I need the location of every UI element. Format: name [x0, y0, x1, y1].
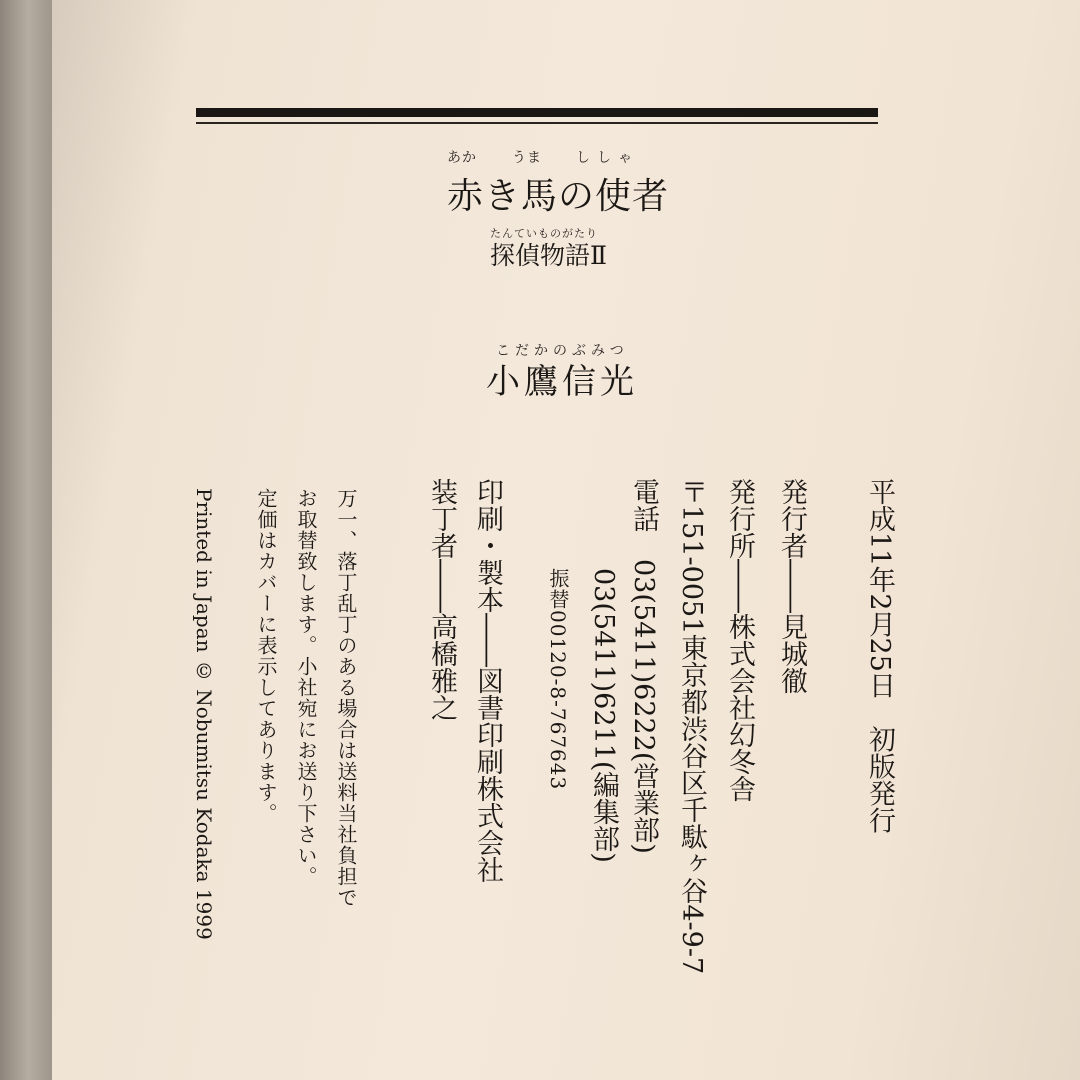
- subtitle-ruby: たんていものがたり: [490, 227, 598, 240]
- copyright-line: Printed in Japan © Nobumitsu Kodaka 1999: [192, 488, 216, 940]
- publisher-person: 発行者――見城徹: [776, 478, 807, 694]
- phone-sales: 電話 03(5411)6222(営業部): [628, 478, 659, 854]
- notice-line-2: お取替致します。小社宛にお送り下さい。: [294, 488, 318, 887]
- title-ruby-uma: うま: [512, 150, 542, 166]
- header-rule-thin: [196, 122, 878, 124]
- author-ruby: こだかのぶみつ: [496, 343, 629, 359]
- book-spine-edge: [0, 0, 52, 1080]
- title-ruby-shisha: ししゃ: [576, 150, 639, 166]
- phone-editorial: 03(5411)6211(編集部): [588, 568, 619, 863]
- title-ruby-aka: あか: [447, 150, 477, 166]
- header-rule-thick: [196, 108, 878, 117]
- notice-line-1: 万一、落丁乱丁のある場合は送料当社負担で: [334, 488, 358, 908]
- publisher-company: 発行所――株式会社幻冬舎: [724, 478, 755, 802]
- printing-binding: 印刷・製本――図書印刷株式会社: [472, 478, 503, 883]
- book-subtitle: 探偵物語Ⅱ: [490, 241, 607, 270]
- publication-date: 平成11年2月25日 初版発行: [864, 478, 895, 834]
- author-name: 小鷹信光: [486, 362, 638, 402]
- cover-designer: 装丁者――高橋雅之: [426, 478, 457, 721]
- publisher-address: 〒151-0051東京都渋谷区千駄ヶ谷4-9-7: [676, 478, 707, 975]
- book-title: 赤き馬の使者: [447, 176, 670, 217]
- notice-line-3: 定価はカバーに表示してあります。: [254, 488, 278, 824]
- furikae-account: 振替00120-8-767643: [546, 568, 570, 791]
